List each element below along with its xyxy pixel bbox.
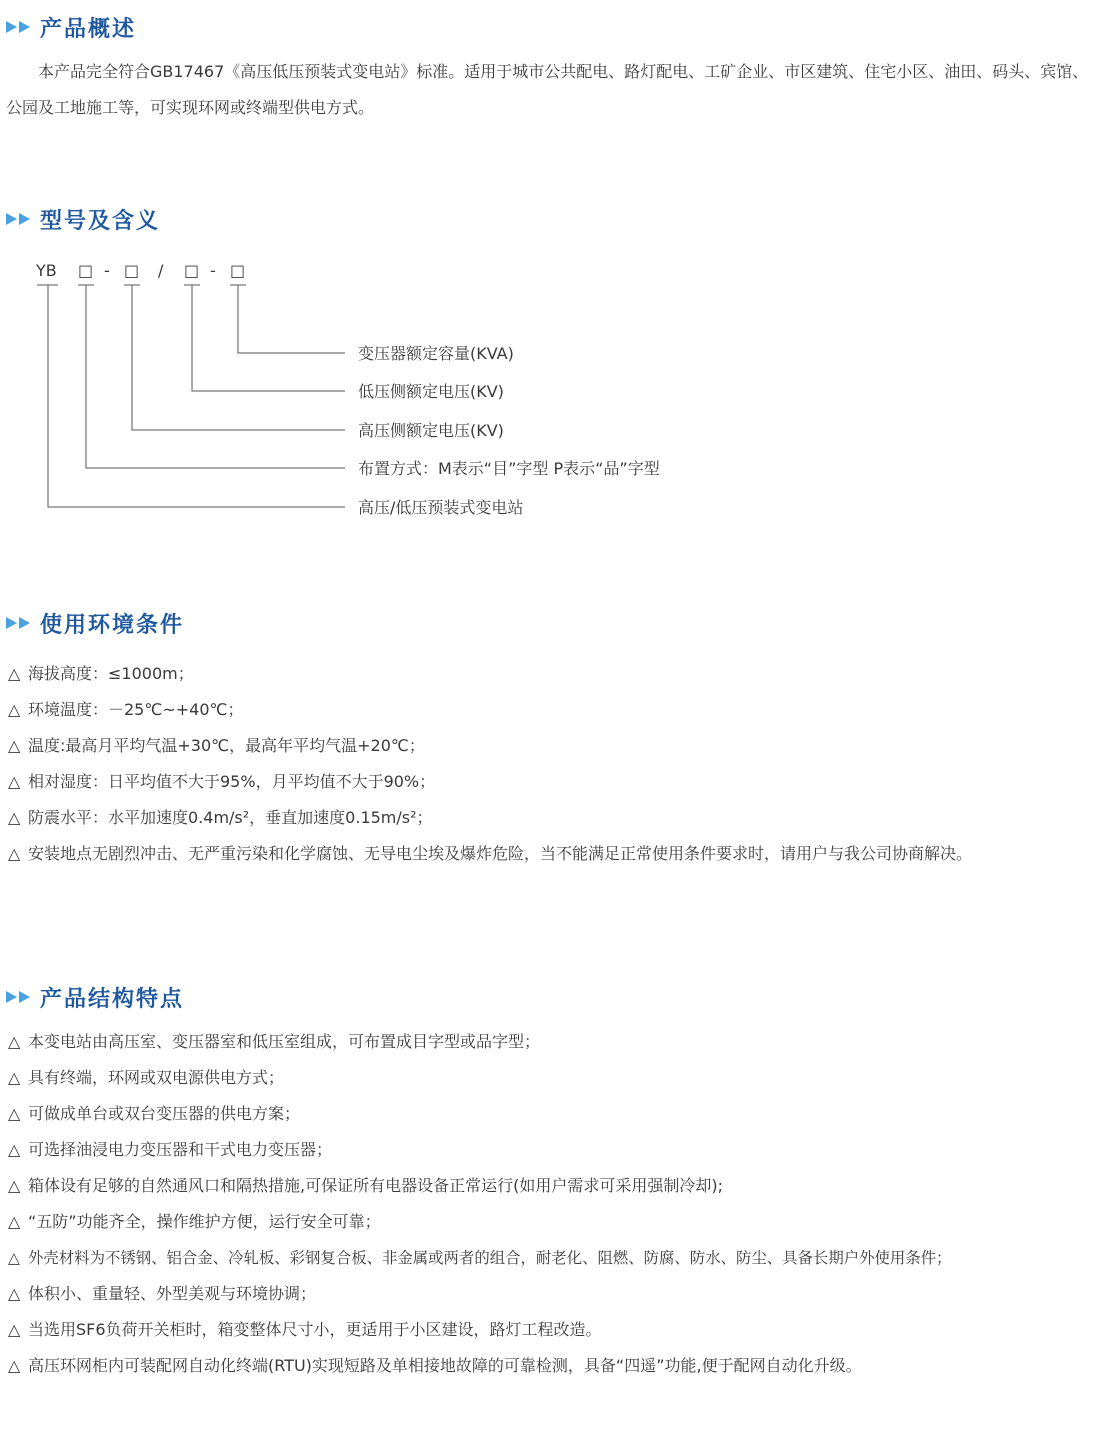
model-description: 高压/低压预装式变电站 (358, 498, 524, 517)
list-item (8, 656, 1098, 692)
list-item (8, 1024, 1098, 1060)
list-item (8, 1204, 1098, 1240)
model-description: 变压器额定容量(KVA) (358, 344, 514, 363)
list-item-text: 可选择油浸电力变压器和干式电力变压器； (28, 1140, 333, 1159)
code-box: □ (230, 261, 246, 280)
list-item-text: “五防”功能齐全，操作维护方便，运行安全可靠； (28, 1212, 381, 1231)
list-item-text: 温度:最高月平均气温+30℃，最高年平均气温+20℃； (28, 736, 425, 755)
triangle-icon: △ (8, 700, 21, 719)
list-item-text: 高压环网柜内可装配网自动化终端(RTU)实现短路及单相接地故障的可靠检测，具备“四遥”功能,便于配网自动化升级。 (28, 1356, 862, 1375)
code-box: □ (78, 261, 94, 280)
list-item (8, 1060, 1098, 1096)
triangle-icon: △ (8, 664, 21, 683)
double-arrow-icon (6, 991, 32, 1003)
environment-list (8, 656, 1098, 871)
triangle-icon: △ (8, 1320, 21, 1339)
list-item-text: 具有终端，环网或双电源供电方式； (28, 1068, 285, 1087)
triangle-icon: △ (8, 1068, 21, 1087)
triangle-icon: △ (8, 1104, 21, 1123)
triangle-icon: △ (8, 772, 21, 791)
list-item-text: 可做成单台或双台变压器的供电方案； (28, 1104, 301, 1123)
section-title: 型号及含义 (40, 208, 161, 234)
triangle-icon: △ (8, 1140, 21, 1159)
section-title: 产品结构特点 (40, 986, 185, 1012)
triangle-icon: △ (8, 1249, 20, 1267)
triangle-icon: △ (8, 1356, 21, 1375)
list-item (8, 728, 1098, 764)
list-item (8, 692, 1098, 728)
list-item (8, 1168, 1098, 1204)
triangle-icon: △ (8, 1176, 21, 1195)
section-header-environment (6, 608, 184, 638)
list-item (8, 1240, 1098, 1276)
model-description: 高压侧额定电压(KV) (358, 421, 504, 440)
list-item-text: 体积小、重量轻、外型美观与环境协调； (28, 1284, 317, 1303)
section-header-overview (6, 12, 136, 42)
list-item (8, 1132, 1098, 1168)
triangle-icon: △ (8, 808, 21, 827)
overview-paragraph: 本产品完全符合GB17467《高压低压预装式变电站》标准。适用于城市公共配电、路灯配电、工矿企业、市区建筑、住宅小区、油田、码头、宾馆、公园及工地施工等，可实现环网或终端型供电方式。 (6, 62, 1089, 117)
list-item (8, 1312, 1098, 1348)
list-item (8, 1096, 1098, 1132)
list-item (8, 764, 1098, 800)
list-item (8, 1276, 1098, 1312)
triangle-icon: △ (8, 1212, 21, 1231)
list-item-text: 外壳材料为不锈钢、铝合金、冷轧板、彩钢复合板、非金属或两者的组合，耐老化、阻燃、防腐、防水、防尘、具备长期户外使用条件； (28, 1249, 952, 1267)
section-title: 产品概述 (40, 16, 137, 42)
list-item-text: 防震水平：水平加速度0.4m/s²，垂直加速度0.15m/s²； (28, 808, 433, 827)
code-dash: - (104, 261, 110, 280)
code-box: □ (124, 261, 140, 280)
list-item-text: 安装地点无剧烈冲击、无严重污染和化学腐蚀、无导电尘埃及爆炸危险，当不能满足正常使用条件要求时，请用户与我公司协商解决。 (28, 844, 973, 863)
list-item-text: 箱体设有足够的自然通风口和隔热措施,可保证所有电器设备正常运行(如用户需求可采用强制冷却); (28, 1176, 723, 1195)
list-item-text: 海拔高度：≤1000m； (28, 664, 194, 683)
double-arrow-icon (6, 617, 32, 629)
double-arrow-icon (6, 21, 32, 33)
model-description: 低压侧额定电压(KV) (358, 382, 504, 401)
list-item (8, 800, 1098, 836)
features-list (8, 1024, 1098, 1384)
list-item (8, 1348, 1098, 1384)
model-code-diagram (0, 250, 800, 530)
section-title: 使用环境条件 (40, 612, 185, 638)
triangle-icon: △ (8, 1032, 21, 1051)
double-arrow-icon (6, 213, 32, 225)
list-item-text: 环境温度：－25℃~+40℃； (28, 700, 244, 719)
section-header-model (6, 204, 160, 234)
list-item (8, 836, 1098, 871)
code-slash: / (158, 261, 164, 280)
list-item-text: 当选用SF6负荷开关柜时，箱变整体尺寸小，更适用于小区建设，路灯工程改造。 (28, 1320, 602, 1339)
triangle-icon: △ (8, 844, 21, 863)
triangle-icon: △ (8, 736, 21, 755)
model-description: 布置方式：M表示“目”字型 P表示“品”字型 (358, 459, 660, 478)
list-item-text: 本变电站由高压室、变压器室和低压室组成，可布置成目字型或品字型； (28, 1032, 541, 1051)
code-box: □ (184, 261, 200, 280)
leader-lines (48, 285, 345, 507)
section-header-features (6, 982, 184, 1012)
list-item-text: 相对湿度：日平均值不大于95%，月平均值不大于90%； (28, 772, 436, 791)
code-dash: - (210, 261, 216, 280)
triangle-icon: △ (8, 1284, 21, 1303)
code-prefix: YB (36, 261, 57, 280)
